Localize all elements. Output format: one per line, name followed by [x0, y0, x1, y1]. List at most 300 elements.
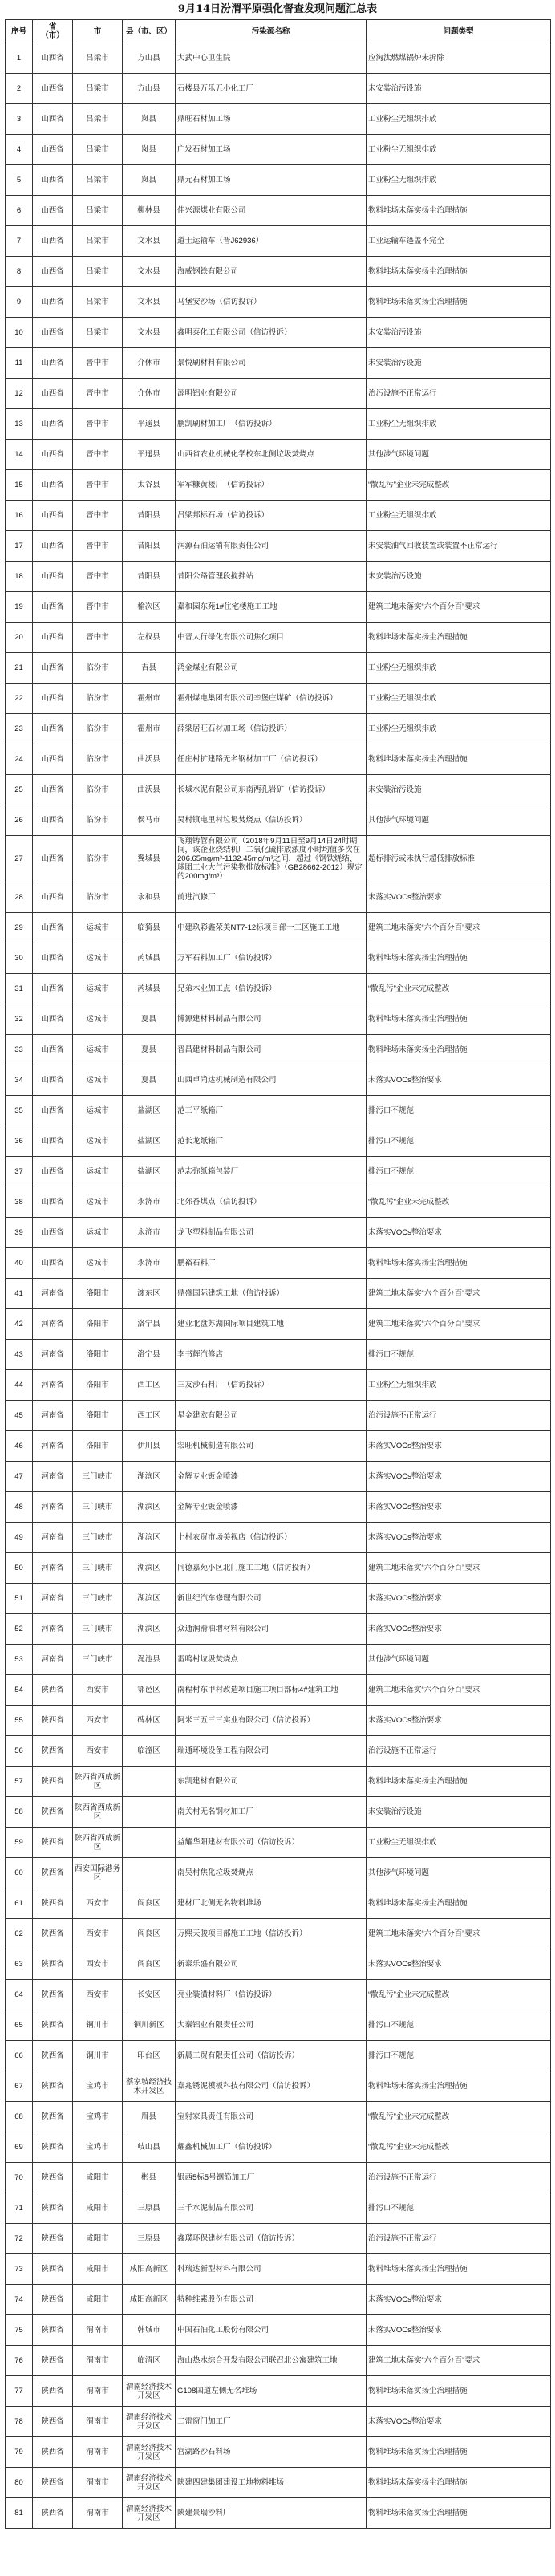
- cell-source-name: 三千水泥制品有限公司: [176, 2193, 367, 2224]
- cell-city: 晋中市: [73, 470, 123, 501]
- cell-source-name: 南关村无名钢材加工厂: [176, 1797, 367, 1828]
- cell-seq: 76: [6, 2346, 33, 2376]
- cell-province: 山西省: [33, 1065, 73, 1096]
- cell-source-name: 薛梁居旺石材加工场（信访投诉）: [176, 714, 367, 744]
- table-row: [6, 2132, 551, 2163]
- cell-seq: 16: [6, 501, 33, 531]
- cell-province: 山西省: [33, 409, 73, 440]
- cell-source-name: 万军石料加工厂（信访投诉）: [176, 943, 367, 974]
- cell-city: 宝鸡市: [73, 2071, 123, 2102]
- cell-province: 陕西省: [33, 2010, 73, 2041]
- cell-issue-type: 其他涉气环境问题: [367, 440, 551, 470]
- cell-source-name: 南吴村焦化垃圾焚烧点: [176, 1858, 367, 1888]
- cell-source-name: 中建玖彩鑫荣美NT7-12标项目部一工区施工工地: [176, 913, 367, 943]
- cell-province: 山西省: [33, 43, 73, 74]
- cell-source-name: 长城水泥有限公司东南两孔岩矿（信访投诉）: [176, 775, 367, 805]
- cell-county: 文水县: [123, 226, 176, 257]
- cell-county: 渭南经济技术开发区: [123, 2498, 176, 2529]
- header-city: 市: [73, 20, 123, 43]
- cell-county: 夏县: [123, 1065, 176, 1096]
- cell-province: 山西省: [33, 1004, 73, 1035]
- cell-province: 陕西省: [33, 2224, 73, 2254]
- cell-county: 方山县: [123, 74, 176, 104]
- cell-county: 渭南经济技术开发区: [123, 2468, 176, 2498]
- cell-seq: 11: [6, 348, 33, 379]
- cell-county: 翼城县: [123, 836, 176, 882]
- table-row: [6, 1370, 551, 1401]
- cell-issue-type: 物料堆场未落实扬尘治理措施: [367, 1888, 551, 1919]
- cell-source-name: 上村农贸市场美视店（信访投诉）: [176, 1523, 367, 1553]
- table-row: [6, 1492, 551, 1523]
- table-row: [6, 1218, 551, 1248]
- cell-county: 渭南经济技术开发区: [123, 2437, 176, 2468]
- cell-city: 西安市: [73, 1949, 123, 1980]
- cell-issue-type: 未安装治污设施: [367, 74, 551, 104]
- table-row: [6, 1614, 551, 1645]
- table-row: [6, 1035, 551, 1065]
- cell-county: 湖滨区: [123, 1584, 176, 1614]
- header-province: 省 （市）: [33, 20, 73, 43]
- cell-province: 河南省: [33, 1614, 73, 1645]
- cell-source-name: 二雷窗门加工厂: [176, 2407, 367, 2437]
- cell-county: 岚县: [123, 135, 176, 165]
- cell-seq: 19: [6, 592, 33, 623]
- cell-seq: 15: [6, 470, 33, 501]
- cell-source-name: 星金建欧有限公司: [176, 1401, 367, 1431]
- cell-city: 宝鸡市: [73, 2132, 123, 2163]
- cell-seq: 81: [6, 2498, 33, 2529]
- cell-issue-type: 建筑工地未落实“六个百分百”要求: [367, 1279, 551, 1309]
- cell-province: 河南省: [33, 1645, 73, 1675]
- cell-issue-type: 未落实VOCs整治要求: [367, 1706, 551, 1736]
- cell-source-name: 海山热水综合开发有限公司联召北公寓建筑工地: [176, 2346, 367, 2376]
- table-row: [6, 74, 551, 104]
- cell-city: 晋中市: [73, 501, 123, 531]
- cell-county: [123, 1797, 176, 1828]
- table-row: [6, 684, 551, 714]
- cell-issue-type: 未落实VOCs整治要求: [367, 1523, 551, 1553]
- cell-county: 介休市: [123, 379, 176, 409]
- header-county: 县（市、区）: [123, 20, 176, 43]
- cell-city: 西安市: [73, 1888, 123, 1919]
- cell-source-name: 范长龙纸箱厂: [176, 1126, 367, 1157]
- cell-seq: 36: [6, 1126, 33, 1157]
- cell-province: 河南省: [33, 1340, 73, 1370]
- cell-city: 渭南市: [73, 2346, 123, 2376]
- cell-seq: 31: [6, 974, 33, 1004]
- cell-county: 曲沃县: [123, 775, 176, 805]
- cell-county: 三原县: [123, 2193, 176, 2224]
- cell-issue-type: 建筑工地未落实“六个百分百”要求: [367, 913, 551, 943]
- cell-city: 陕西省西咸新区: [73, 1828, 123, 1858]
- table-row: [6, 592, 551, 623]
- cell-county: 介休市: [123, 348, 176, 379]
- table-row: [6, 348, 551, 379]
- cell-issue-type: 未安装治污设施: [367, 562, 551, 592]
- cell-city: 洛阳市: [73, 1431, 123, 1462]
- cell-county: 渭南经济技术开发区: [123, 2376, 176, 2407]
- cell-issue-type: 其他涉气环境问题: [367, 805, 551, 836]
- cell-issue-type: 未落实VOCs整治要求: [367, 1431, 551, 1462]
- cell-province: 山西省: [33, 165, 73, 196]
- cell-city: 运城市: [73, 1004, 123, 1035]
- cell-city: 运城市: [73, 974, 123, 1004]
- cell-county: 长安区: [123, 1980, 176, 2010]
- table-row: [6, 165, 551, 196]
- cell-seq: 60: [6, 1858, 33, 1888]
- cell-source-name: 中国石油化工股份有限公司: [176, 2315, 367, 2346]
- cell-seq: 12: [6, 379, 33, 409]
- cell-seq: 7: [6, 226, 33, 257]
- cell-issue-type: 物料堆场未落实扬尘治理措施: [367, 2071, 551, 2102]
- cell-province: 陕西省: [33, 2163, 73, 2193]
- cell-city: 晋中市: [73, 562, 123, 592]
- cell-county: 侯马市: [123, 805, 176, 836]
- cell-city: 运城市: [73, 1218, 123, 1248]
- cell-province: 山西省: [33, 501, 73, 531]
- cell-province: 陕西省: [33, 2041, 73, 2071]
- cell-issue-type: 工业粉尘无组织排放: [367, 684, 551, 714]
- cell-seq: 24: [6, 744, 33, 775]
- cell-province: 山西省: [33, 74, 73, 104]
- table-row: [6, 501, 551, 531]
- cell-issue-type: 物料堆场未落实扬尘治理措施: [367, 744, 551, 775]
- cell-province: 山西省: [33, 882, 73, 913]
- cell-city: 运城市: [73, 1065, 123, 1096]
- table-row: [6, 318, 551, 348]
- cell-city: 临汾市: [73, 805, 123, 836]
- cell-issue-type: 物料堆场未落实扬尘治理措施: [367, 257, 551, 287]
- cell-county: 鄠邑区: [123, 1675, 176, 1706]
- table-row: [6, 805, 551, 836]
- cell-seq: 59: [6, 1828, 33, 1858]
- cell-city: 铜川市: [73, 2041, 123, 2071]
- cell-issue-type: 其他涉气环境问题: [367, 1645, 551, 1675]
- cell-province: 河南省: [33, 1523, 73, 1553]
- table-row: [6, 882, 551, 913]
- cell-seq: 73: [6, 2254, 33, 2285]
- cell-city: 西安市: [73, 1736, 123, 1767]
- cell-source-name: 吕梁邦标石场（信访投诉）: [176, 501, 367, 531]
- cell-city: 咸阳市: [73, 2193, 123, 2224]
- cell-issue-type: 未落实VOCs整治要求: [367, 1065, 551, 1096]
- cell-city: 洛阳市: [73, 1340, 123, 1370]
- table-row: [6, 409, 551, 440]
- cell-issue-type: 物料堆场未落实扬尘治理措施: [367, 1767, 551, 1797]
- cell-seq: 40: [6, 1248, 33, 1279]
- cell-county: 永济市: [123, 1218, 176, 1248]
- cell-city: 洛阳市: [73, 1309, 123, 1340]
- cell-county: 霍州市: [123, 684, 176, 714]
- cell-seq: 57: [6, 1767, 33, 1797]
- table-row: [6, 2376, 551, 2407]
- cell-city: 三门峡市: [73, 1492, 123, 1523]
- cell-source-name: 源明铝业有限公司: [176, 379, 367, 409]
- cell-source-name: 建业北盘苏湖国际项目建筑工地: [176, 1309, 367, 1340]
- cell-seq: 9: [6, 287, 33, 318]
- cell-issue-type: 物料堆场未落实扬尘治理措施: [367, 1248, 551, 1279]
- cell-seq: 35: [6, 1096, 33, 1126]
- table-row: [6, 1584, 551, 1614]
- cell-city: 西安市: [73, 1919, 123, 1949]
- cell-city: 西安市: [73, 1675, 123, 1706]
- table-row: [6, 653, 551, 684]
- cell-issue-type: 工业运输车篷盖不完全: [367, 226, 551, 257]
- cell-issue-type: 建筑工地未落实“六个百分百”要求: [367, 1553, 551, 1584]
- cell-source-name: 道士运输车（晋J62936）: [176, 226, 367, 257]
- cell-source-name: 新晨工贸有限责任公司（信访投诉）: [176, 2041, 367, 2071]
- cell-source-name: 兄弟木业加工点（信访投诉）: [176, 974, 367, 1004]
- cell-province: 陕西省: [33, 2468, 73, 2498]
- cell-seq: 38: [6, 1187, 33, 1218]
- cell-source-name: 龙飞塑料制品有限公司: [176, 1218, 367, 1248]
- table-row: [6, 1980, 551, 2010]
- cell-seq: 52: [6, 1614, 33, 1645]
- cell-county: 阎良区: [123, 1919, 176, 1949]
- cell-county: 咸阳高新区: [123, 2285, 176, 2315]
- table-row: [6, 2498, 551, 2529]
- cell-seq: 66: [6, 2041, 33, 2071]
- cell-city: 临汾市: [73, 744, 123, 775]
- cell-city: 吕梁市: [73, 43, 123, 74]
- cell-issue-type: 工业粉尘无组织排放: [367, 653, 551, 684]
- table-row: [6, 1401, 551, 1431]
- cell-seq: 46: [6, 1431, 33, 1462]
- table-row: [6, 2224, 551, 2254]
- cell-city: 晋中市: [73, 592, 123, 623]
- cell-issue-type: 未落实VOCs整治要求: [367, 1584, 551, 1614]
- cell-source-name: 金辉专业钣金喷漆: [176, 1492, 367, 1523]
- cell-issue-type: 排污口不规范: [367, 1126, 551, 1157]
- cell-issue-type: 治污设施不正常运行: [367, 379, 551, 409]
- cell-seq: 61: [6, 1888, 33, 1919]
- cell-county: 湖滨区: [123, 1553, 176, 1584]
- table-row: [6, 1309, 551, 1340]
- cell-city: 洛阳市: [73, 1279, 123, 1309]
- cell-source-name: 嘉兆锈泥模板科技有限公司（信访投诉）: [176, 2071, 367, 2102]
- cell-province: 河南省: [33, 1584, 73, 1614]
- cell-county: 岚县: [123, 104, 176, 135]
- cell-seq: 30: [6, 943, 33, 974]
- cell-province: 山西省: [33, 744, 73, 775]
- cell-city: 吕梁市: [73, 104, 123, 135]
- cell-city: 吕梁市: [73, 165, 123, 196]
- cell-province: 山西省: [33, 348, 73, 379]
- cell-county: 西工区: [123, 1401, 176, 1431]
- cell-province: 山西省: [33, 1157, 73, 1187]
- cell-county: 柳林县: [123, 196, 176, 226]
- cell-county: 阎良区: [123, 1888, 176, 1919]
- cell-seq: 27: [6, 836, 33, 882]
- cell-source-name: 大武中心卫生院: [176, 43, 367, 74]
- table-row: [6, 1340, 551, 1370]
- cell-source-name: 吴村镇电里村垃圾焚烧点（信访投诉）: [176, 805, 367, 836]
- cell-province: 山西省: [33, 623, 73, 653]
- cell-city: 陕西省西咸新区: [73, 1797, 123, 1828]
- cell-issue-type: 未落实VOCs整治要求: [367, 882, 551, 913]
- table-row: [6, 43, 551, 74]
- table-row: [6, 1462, 551, 1492]
- table-row: [6, 775, 551, 805]
- cell-seq: 42: [6, 1309, 33, 1340]
- cell-source-name: 宫湖路沙石料场: [176, 2437, 367, 2468]
- cell-seq: 22: [6, 684, 33, 714]
- cell-city: 洛阳市: [73, 1370, 123, 1401]
- cell-issue-type: “散乱污”企业未完成整改: [367, 2102, 551, 2132]
- table-row: [6, 2285, 551, 2315]
- cell-seq: 50: [6, 1553, 33, 1584]
- cell-city: 晋中市: [73, 348, 123, 379]
- cell-source-name: 博源建材料制品有限公司: [176, 1004, 367, 1035]
- page-title: 9月14日汾渭平原强化督查发现问题汇总表: [177, 3, 378, 15]
- table-row: [6, 257, 551, 287]
- cell-province: 陕西省: [33, 1949, 73, 1980]
- cell-issue-type: 工业粉尘无组织排放: [367, 501, 551, 531]
- table-row: [6, 1767, 551, 1797]
- cell-source-name: 宏旺机械制造有限公司: [176, 1431, 367, 1462]
- table-row: [6, 1004, 551, 1035]
- cell-issue-type: 建筑工地未落实“六个百分百”要求: [367, 2346, 551, 2376]
- table-row: [6, 2315, 551, 2346]
- cell-source-name: 石楼县万乐五小化工厂: [176, 74, 367, 104]
- table-row: [6, 943, 551, 974]
- cell-city: 运城市: [73, 1096, 123, 1126]
- cell-city: 临汾市: [73, 714, 123, 744]
- cell-province: 山西省: [33, 104, 73, 135]
- cell-province: 山西省: [33, 913, 73, 943]
- cell-city: 渭南市: [73, 2407, 123, 2437]
- cell-county: 盐湖区: [123, 1157, 176, 1187]
- cell-issue-type: 排污口不规范: [367, 2193, 551, 2224]
- cell-issue-type: 物料堆场未落实扬尘治理措施: [367, 2437, 551, 2468]
- cell-city: 晋中市: [73, 379, 123, 409]
- cell-province: 陕西省: [33, 2254, 73, 2285]
- cell-county: 湖滨区: [123, 1614, 176, 1645]
- cell-province: 山西省: [33, 562, 73, 592]
- cell-source-name: 众通润滑油增材料有限公司: [176, 1614, 367, 1645]
- cell-city: 西安市: [73, 1980, 123, 2010]
- header-source-name: 污染源名称: [176, 20, 367, 43]
- cell-issue-type: 未落实VOCs整治要求: [367, 1614, 551, 1645]
- cell-issue-type: 未落实VOCs整治要求: [367, 1492, 551, 1523]
- cell-province: 山西省: [33, 226, 73, 257]
- cell-county: 左权县: [123, 623, 176, 653]
- cell-county: 阎良区: [123, 1949, 176, 1980]
- table-row: [6, 226, 551, 257]
- cell-city: 吕梁市: [73, 74, 123, 104]
- cell-city: 晋中市: [73, 409, 123, 440]
- cell-city: 渭南市: [73, 2437, 123, 2468]
- cell-seq: 68: [6, 2102, 33, 2132]
- cell-county: 平遥县: [123, 409, 176, 440]
- cell-seq: 77: [6, 2376, 33, 2407]
- cell-seq: 14: [6, 440, 33, 470]
- cell-source-name: 瑞通环境设备工程有限公司: [176, 1736, 367, 1767]
- cell-issue-type: 治污设施不正常运行: [367, 2224, 551, 2254]
- cell-county: 临猗县: [123, 913, 176, 943]
- cell-seq: 74: [6, 2285, 33, 2315]
- cell-seq: 3: [6, 104, 33, 135]
- cell-county: 岐山县: [123, 2132, 176, 2163]
- table-row: [6, 1157, 551, 1187]
- cell-source-name: 科瑞达新型材料有限公司: [176, 2254, 367, 2285]
- cell-issue-type: 未安装治污设施: [367, 1797, 551, 1828]
- cell-county: 韩城市: [123, 2315, 176, 2346]
- cell-province: 陕西省: [33, 2102, 73, 2132]
- cell-city: 三门峡市: [73, 1523, 123, 1553]
- cell-seq: 6: [6, 196, 33, 226]
- cell-province: 陕西省: [33, 2132, 73, 2163]
- cell-city: 晋中市: [73, 531, 123, 562]
- cell-city: 陕西省西咸新区: [73, 1767, 123, 1797]
- cell-county: 眉县: [123, 2102, 176, 2132]
- table-row: [6, 1675, 551, 1706]
- cell-issue-type: 物料堆场未落实扬尘治理措施: [367, 2468, 551, 2498]
- cell-city: 临汾市: [73, 775, 123, 805]
- cell-source-name: 东凯建材有限公司: [176, 1767, 367, 1797]
- cell-province: 河南省: [33, 1401, 73, 1431]
- cell-source-name: 马堡安沙场（信访投诉）: [176, 287, 367, 318]
- cell-city: 吕梁市: [73, 318, 123, 348]
- cell-seq: 25: [6, 775, 33, 805]
- cell-city: 渭南市: [73, 2376, 123, 2407]
- cell-province: 河南省: [33, 1553, 73, 1584]
- cell-county: 文水县: [123, 257, 176, 287]
- cell-seq: 37: [6, 1157, 33, 1187]
- cell-issue-type: 物料堆场未落实扬尘治理措施: [367, 196, 551, 226]
- cell-province: 山西省: [33, 470, 73, 501]
- cell-source-name: 新世纪汽车修理有限公司: [176, 1584, 367, 1614]
- cell-city: 晋中市: [73, 623, 123, 653]
- cell-city: 运城市: [73, 1187, 123, 1218]
- cell-city: 洛阳市: [73, 1401, 123, 1431]
- cell-source-name: 范志弥纸箱包装厂: [176, 1157, 367, 1187]
- cell-seq: 64: [6, 1980, 33, 2010]
- cell-issue-type: “散乱污”企业未完成整改: [367, 2132, 551, 2163]
- cell-city: 临汾市: [73, 836, 123, 882]
- cell-source-name: 李书辉汽修店: [176, 1340, 367, 1370]
- cell-seq: 51: [6, 1584, 33, 1614]
- cell-province: 山西省: [33, 379, 73, 409]
- cell-issue-type: 未落实VOCs整治要求: [367, 2315, 551, 2346]
- cell-city: 吕梁市: [73, 135, 123, 165]
- cell-province: 山西省: [33, 684, 73, 714]
- cell-seq: 32: [6, 1004, 33, 1035]
- cell-province: 山西省: [33, 974, 73, 1004]
- cell-issue-type: 工业粉尘无组织排放: [367, 135, 551, 165]
- cell-issue-type: 未安装治污设施: [367, 318, 551, 348]
- table-row: [6, 1888, 551, 1919]
- cell-issue-type: 物料堆场未落实扬尘治理措施: [367, 1035, 551, 1065]
- cell-issue-type: 工业粉尘无组织排放: [367, 1370, 551, 1401]
- cell-issue-type: 工业粉尘无组织排放: [367, 409, 551, 440]
- cell-source-name: 特种维素股份有限公司: [176, 2285, 367, 2315]
- cell-source-name: 飞翔铸管有限公司（2018年9月11日至9月14日24时期间，该企业烧结机厂二氧化硫排放浓度小时均值多次在206.65mg/m³-1132.45mg/m³之间，超过《钢铁烧结、球团工业大气污染物排放标准》（GB28662-2012）规定的200mg/m³）: [176, 836, 367, 882]
- cell-source-name: 新泰乐盛有限公司: [176, 1949, 367, 1980]
- cell-issue-type: 应淘汰燃煤锅炉未拆除: [367, 43, 551, 74]
- cell-county: 洛宁县: [123, 1340, 176, 1370]
- cell-seq: 26: [6, 805, 33, 836]
- cell-source-name: 中晋太行绿化有限公司焦化项目: [176, 623, 367, 653]
- table-row: [6, 2010, 551, 2041]
- table-row: [6, 1706, 551, 1736]
- cell-source-name: 海威钢铁有限公司: [176, 257, 367, 287]
- cell-county: 霍州市: [123, 714, 176, 744]
- cell-county: 盐湖区: [123, 1096, 176, 1126]
- table-row: [6, 1279, 551, 1309]
- cell-seq: 41: [6, 1279, 33, 1309]
- cell-province: 山西省: [33, 1218, 73, 1248]
